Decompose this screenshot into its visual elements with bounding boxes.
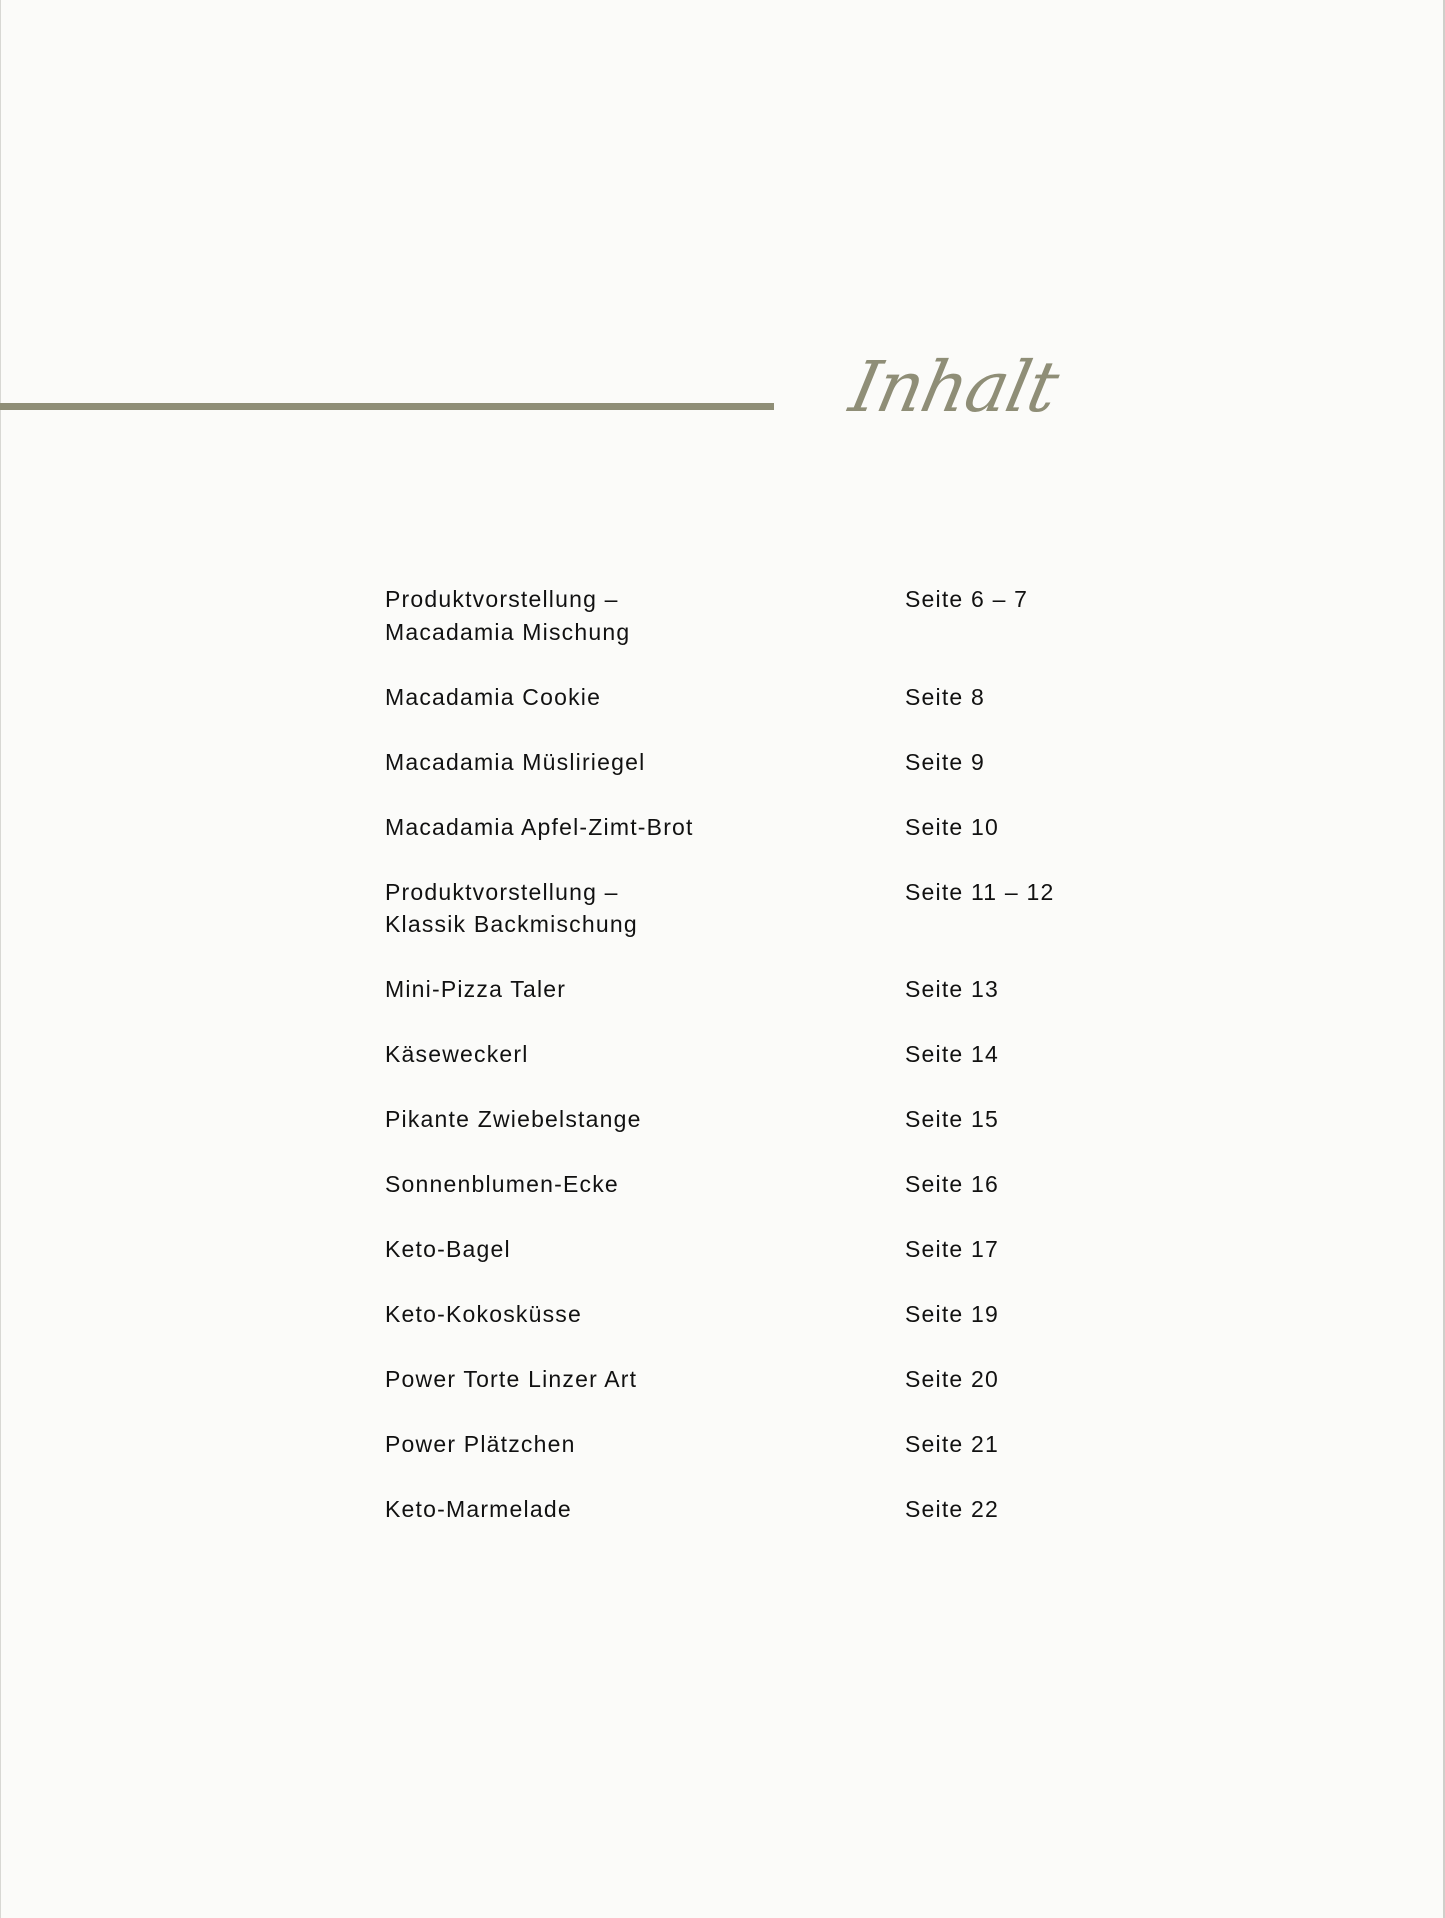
toc-page-number: Seite 15 xyxy=(905,1106,999,1132)
toc-entry-line: Keto-Bagel xyxy=(385,1236,511,1262)
toc-entry-line: Keto-Kokosküsse xyxy=(385,1301,582,1327)
toc-row xyxy=(385,973,1085,1006)
toc-row xyxy=(385,1428,1085,1461)
toc-entry-title xyxy=(385,1428,905,1461)
toc-row xyxy=(385,876,1085,941)
toc-entry-line: Käseweckerl xyxy=(385,1041,529,1067)
toc-entry-line: Pikante Zwiebelstange xyxy=(385,1106,642,1132)
toc-page-number: Seite 13 xyxy=(905,976,999,1002)
toc-page-number: Seite 10 xyxy=(905,813,999,840)
toc-page-number: Seite 16 xyxy=(905,1171,999,1197)
toc-entry-line: Power Torte Linzer Art xyxy=(385,1366,638,1392)
toc-entry-title xyxy=(385,811,905,844)
title-divider-line xyxy=(0,403,774,410)
toc-entry-title xyxy=(385,746,905,779)
toc-page-number: Seite 17 xyxy=(905,1236,999,1262)
toc-entry-title xyxy=(385,681,905,714)
toc-row xyxy=(385,1493,1085,1526)
toc-page-number: Seite 11 – 12 xyxy=(905,878,1055,905)
toc-entry-line: Klassik Backmischung xyxy=(385,911,638,937)
toc-entry-line: Macadamia Apfel-Zimt-Brot xyxy=(385,813,694,840)
page-title: Inhalt xyxy=(843,346,1065,428)
toc-row xyxy=(385,1168,1085,1201)
toc-entry-title xyxy=(385,1363,905,1396)
toc-entry-title xyxy=(385,1493,905,1526)
toc-row xyxy=(385,1103,1085,1136)
page-edge-left xyxy=(0,0,1,1918)
toc-entry-title xyxy=(385,583,905,648)
toc-entry-line: Produktvorstellung – xyxy=(385,878,619,905)
toc-entry-line: Produktvorstellung – xyxy=(385,586,619,612)
toc-page-number: Seite 21 xyxy=(905,1431,999,1457)
toc-entry-title xyxy=(385,1103,905,1136)
toc-entry-line: Mini-Pizza Taler xyxy=(385,976,567,1002)
toc-entry-line: Macadamia Müsliriegel xyxy=(385,748,646,775)
toc-page-number: Seite 22 xyxy=(905,1496,999,1522)
toc-entry-title xyxy=(385,876,905,941)
toc-row xyxy=(385,681,1085,714)
toc-entry-line: Keto-Marmelade xyxy=(385,1496,572,1522)
toc-row xyxy=(385,1363,1085,1396)
toc-row xyxy=(385,1038,1085,1071)
toc-row xyxy=(385,811,1085,844)
toc-entry-line: Macadamia Mischung xyxy=(385,618,631,645)
toc-entry-title xyxy=(385,1038,905,1071)
toc-page-number: Seite 8 xyxy=(905,683,986,710)
toc-row xyxy=(385,1233,1085,1266)
toc-entry-line: Sonnenblumen-Ecke xyxy=(385,1171,619,1197)
toc-page-number: Seite 20 xyxy=(905,1366,999,1392)
toc-page-number: Seite 9 xyxy=(905,748,986,775)
toc-entry-title xyxy=(385,1233,905,1266)
toc-entry-title xyxy=(385,1168,905,1201)
toc-entry-line: Power Plätzchen xyxy=(385,1431,576,1457)
toc-entry-title xyxy=(385,973,905,1006)
toc-entry-line: Macadamia Cookie xyxy=(385,683,602,710)
toc-row xyxy=(385,1298,1085,1331)
toc-row xyxy=(385,746,1085,779)
toc-page-number: Seite 19 xyxy=(905,1301,999,1327)
toc-page-number: Seite 6 – 7 xyxy=(905,586,1029,612)
table-of-contents xyxy=(385,583,1085,1526)
toc-page-number: Seite 14 xyxy=(905,1041,999,1067)
toc-row xyxy=(385,583,1085,648)
toc-entry-title xyxy=(385,1298,905,1331)
